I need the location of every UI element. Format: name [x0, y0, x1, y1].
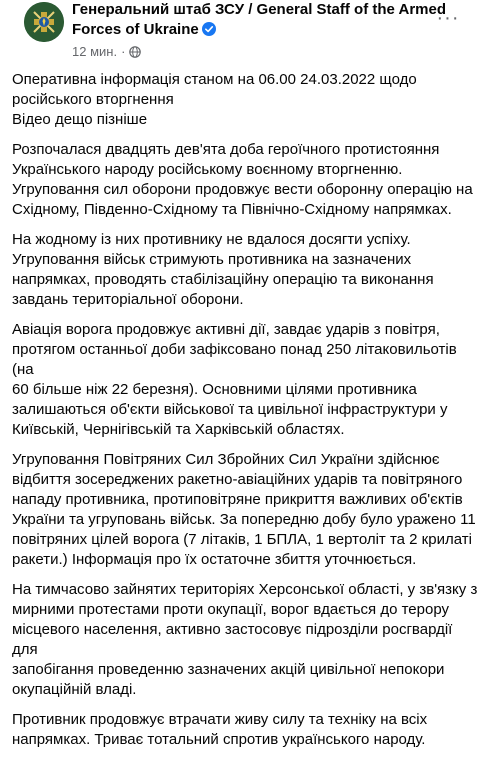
author-name[interactable]: Генеральний штаб ЗСУ / General Staff of the Armed Forces of Ukraine	[72, 1, 447, 38]
avatar[interactable]	[24, 2, 64, 42]
post-timestamp[interactable]: 12 мин.	[72, 44, 118, 59]
post-meta	[72, 44, 141, 60]
post-paragraph: Розпочалася двадцять дев'ята доба героїчного протистояння Українського народу російському воєнному вторгненню. Угруповання сил оборони продовжує вести оборонну операцію на Східному, Південно-Східному та Північно-Східному напрямках.	[12, 141, 473, 218]
general-staff-emblem-icon	[24, 2, 64, 42]
post-paragraph: На жодному із них противнику не вдалося досягти успіху. Угруповання військ стримують противника на зазначених напрямках, проводять стабілізаційну операцію та виконання завдань територіальної оборони.	[12, 231, 434, 308]
meta-separator: ·	[121, 44, 126, 59]
post-paragraph: Угруповання Повітряних Сил Збройних Сил України здійснює відбиття зосереджених ракетно-авіаційних ударів та повітряного нападу противника, протиповітряне прикриття важливих об'єктів України та угруповань військ. За попередню добу було уражено 11 повітряних цілей ворога (7 літаків, 1 БПЛА, 1 вертоліт та 2 крилаті ракети.) Інформація про їх остаточне збиття уточнюється.	[12, 451, 476, 568]
post-paragraph: Противник продовжує втрачати живу силу та техніку на всіх напрямках. Триває тотальний спротив українського народу.	[12, 711, 428, 748]
post-paragraph: Оперативна інформація станом на 06.00 24.03.2022 щодо російського вторгнення Відео дещо пізніше	[12, 71, 417, 128]
post-paragraph: На тимчасово зайнятих територіях Херсонської області, у зв'язку з мирними протестами проти окупації, ворог вдається до терору місцевого населення, активно застосовує підрозділи росгвардії для запобігання проведенню зазначених акцій цивільної непокори окупаційній владі.	[12, 581, 478, 698]
author-name-line	[72, 0, 452, 40]
verified-icon	[202, 22, 216, 36]
post-header	[12, 0, 478, 70]
post-paragraph: Авіація ворога продовжує активні дії, завдає ударів з повітря, протягом останньої доби зафіксовано понад 250 літаковильотів (на 60 більше ніж 22 березня). Основними цілями противника залишаються об'єкти військової та цивільної інфраструктури у Київській, Чернігівській та Харківській областях.	[12, 321, 457, 438]
post-body	[12, 70, 482, 760]
more-options-icon[interactable]: ···	[436, 6, 460, 29]
globe-icon	[129, 46, 141, 58]
